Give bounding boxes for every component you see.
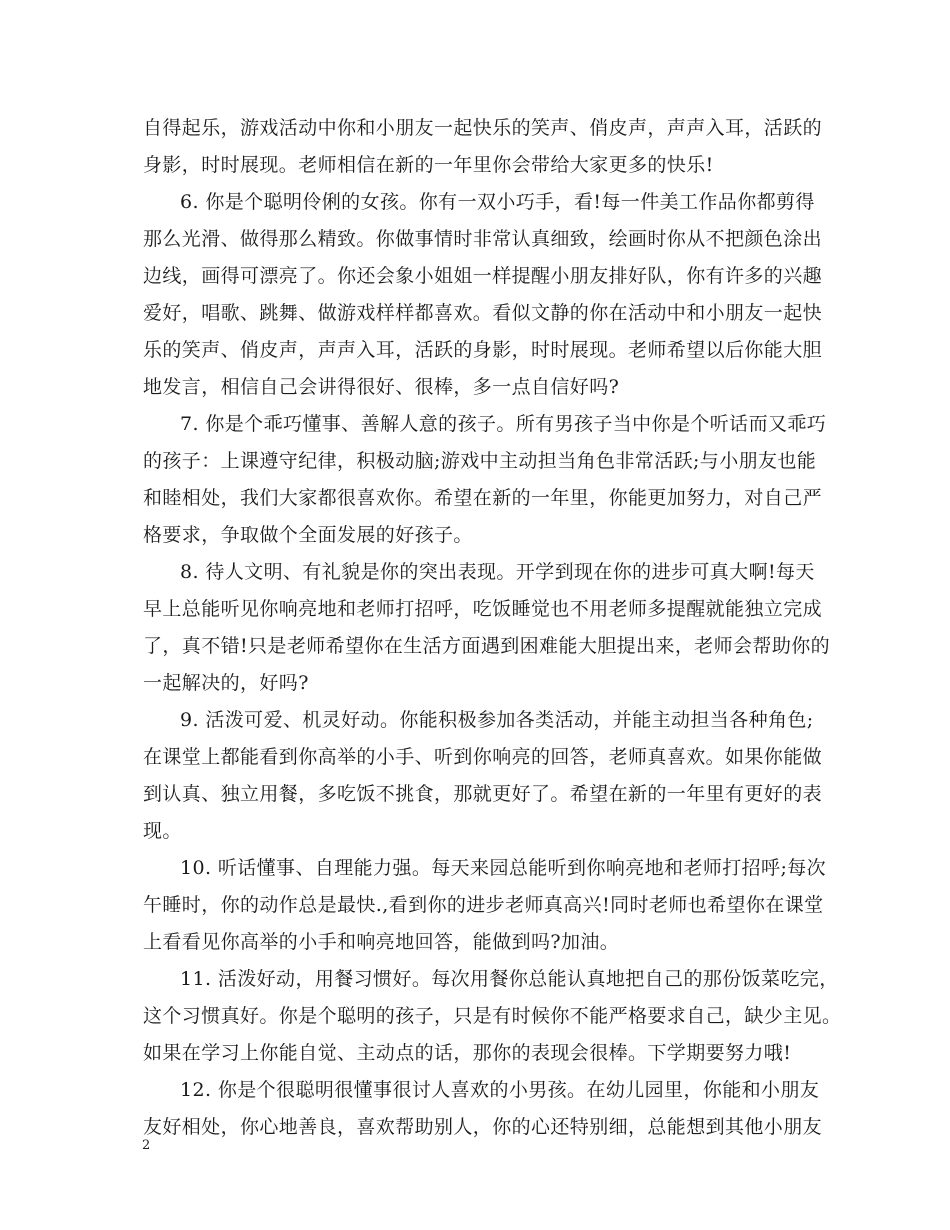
paragraph-8-start: 8. 待人文明、有礼貌是你的突出表现。开学到现在你的进步可真大啊!每天 xyxy=(180,561,815,583)
paragraph-12-start: 12. 你是个很聪明很懂事很讨人喜欢的小男孩。在幼儿园里，你能和小朋友 xyxy=(180,1079,820,1101)
page-number: 2 xyxy=(142,1138,151,1153)
text-line: 上看看见你高举的小手和响亮地回答，能做到吗?加油。 xyxy=(143,931,620,953)
text-line: 地发言，相信自己会讲得很好、很棒，多一点自信好吗? xyxy=(143,376,620,398)
text-line: 爱好，唱歌、跳舞、做游戏样样都喜欢。看似文静的你在活动中和小朋友一起快 xyxy=(143,302,823,324)
text-line: 边线，画得可漂亮了。你还会象小姐姐一样提醒小朋友排好队，你有许多的兴趣 xyxy=(143,265,823,287)
text-line: 自得起乐，游戏活动中你和小朋友一起快乐的笑声、俏皮声，声声入耳，活跃的 xyxy=(143,117,823,139)
text-line: 了，真不错!只是老师希望你在生活方面遇到困难能大胆提出来，老师会帮助你的 xyxy=(143,635,831,657)
text-line: 现。 xyxy=(143,820,182,842)
text-line: 格要求，争取做个全面发展的好孩子。 xyxy=(143,524,473,546)
text-line: 身影，时时展现。老师相信在新的一年里你会带给大家更多的快乐! xyxy=(143,154,714,176)
text-line: 如果在学习上你能自觉、主动点的话，那你的表现会很棒。下学期要努力哦! xyxy=(143,1042,792,1064)
text-line: 一起解决的，好吗? xyxy=(143,672,309,694)
text-line: 到认真、独立用餐，多吃饭不挑食，那就更好了。希望在新的一年里有更好的表 xyxy=(143,783,823,805)
text-line: 乐的笑声、俏皮声，声声入耳，活跃的身影，时时展现。老师希望以后你能大胆 xyxy=(143,339,823,361)
paragraph-11-start: 11. 活泼好动，用餐习惯好。每次用餐你总能认真地把自己的那份饭菜吃完， xyxy=(180,968,839,990)
paragraph-10-start: 10. 听话懂事、自理能力强。每天来园总能听到你响亮地和老师打招呼;每次 xyxy=(180,857,827,879)
paragraph-7-start: 7. 你是个乖巧懂事、善解人意的孩子。所有男孩子当中你是个听话而又乖巧 xyxy=(180,413,827,435)
paragraph-6-start: 6. 你是个聪明伶俐的女孩。你有一双小巧手，看!每一件美工作品你都剪得 xyxy=(180,191,815,213)
text-line: 午睡时，你的动作总是最快.,看到你的进步老师真高兴!同时老师也希望你在课堂 xyxy=(143,894,824,916)
text-line: 在课堂上都能看到你高举的小手、听到你响亮的回答，老师真喜欢。如果你能做 xyxy=(143,746,823,768)
text-line: 友好相处，你心地善良，喜欢帮助别人，你的心还特别细，总能想到其他小朋友 xyxy=(143,1116,823,1138)
text-line: 早上总能听见你响亮地和老师打招呼，吃饭睡觉也不用老师多提醒就能独立完成 xyxy=(143,598,823,620)
paragraph-9-start: 9. 活泼可爱、机灵好动。你能积极参加各类活动，并能主动担当各种角色; xyxy=(180,709,814,731)
text-line: 那么光滑、做得那么精致。你做事情时非常认真细致，绘画时你从不把颜色涂出 xyxy=(143,228,823,250)
text-line: 和睦相处，我们大家都很喜欢你。希望在新的一年里，你能更加努力，对自己严 xyxy=(143,487,823,509)
text-line: 的孩子：上课遵守纪律，积极动脑;游戏中主动担当角色非常活跃;与小朋友也能 xyxy=(143,450,817,472)
text-line: 这个习惯真好。你是个聪明的孩子，只是有时候你不能严格要求自己，缺少主见。 xyxy=(143,1005,842,1027)
